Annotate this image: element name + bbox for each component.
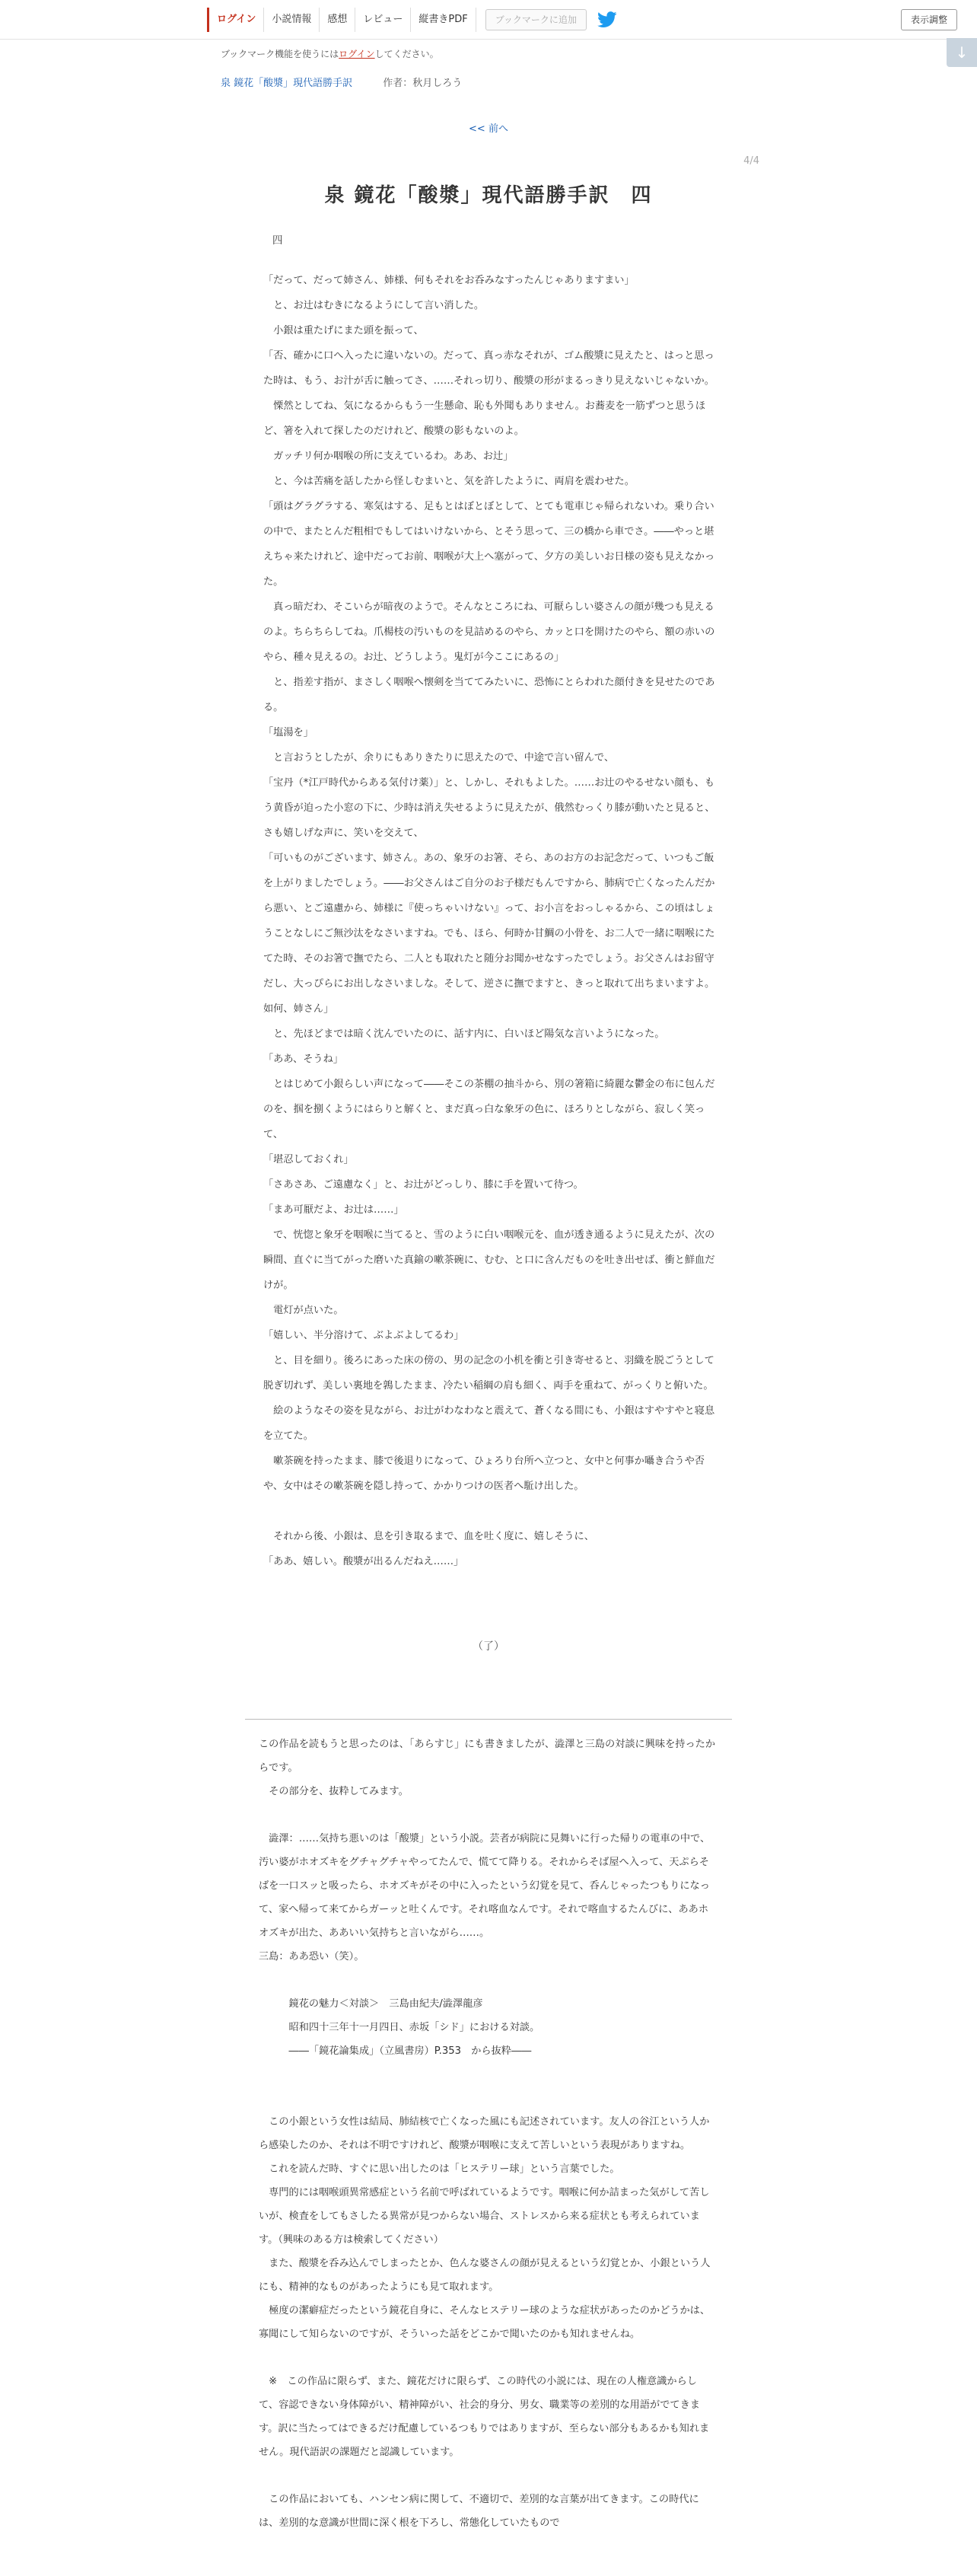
afterword-paragraph: 鏡花の魅力＜対談＞ 三島由紀夫/澁澤龍彦	[259, 1998, 483, 2010]
body-paragraph: と、先ほどまでは暗く沈んでいたのに、話す内に、白いほど陽気な言いようになった。	[263, 1028, 665, 1040]
body-paragraph: 嗽茶碗を持ったまま、膝で後退りになって、ひょろり台所へ立つと、女中と何事か囁き合うや否や、女中はその嗽茶碗を隠し持って、かかりつけの医者へ駈け出した。	[263, 1455, 705, 1492]
body-paragraph: 「否、確かに口へ入ったに違いないの。だって、真っ赤なそれが、ゴム酸漿に見えたと、はっと思った時は、もう、お汁が舌に触ってさ、……それっ切り、酸漿の形がまるっきり見えないじゃないか。	[263, 350, 714, 387]
nav-vertical-pdf[interactable]: 縦書きPDF	[411, 8, 476, 32]
nav-novel-info[interactable]: 小説情報	[264, 8, 320, 32]
body-paragraph: 小銀は重たげにまた頭を振って、	[263, 325, 424, 336]
body-paragraph: 「嬉しい、半分溶けて、ぶよぶよしてるわ」	[263, 1330, 464, 1341]
afterword-paragraph: この作品を読もうと思ったのは、「あらすじ」にも書きましたが、澁澤と三島の対談に興味を持ったからです。	[259, 1739, 716, 1774]
novel-title-link[interactable]: 泉 鏡花「酸漿」現代語勝手訳	[221, 78, 353, 89]
afterword-paragraph: 昭和四十三年十一月四日、赤坂「シド」における対談。	[259, 2022, 540, 2033]
body-paragraph: 「堪忍しておくれ」	[263, 1154, 354, 1165]
scroll-down-button[interactable]: ↓	[947, 38, 977, 67]
blank-line	[259, 1969, 717, 1992]
afterword-paragraph: これを読んだ時、すぐに思い出したのは「ヒステリー球」という言葉でした。	[259, 2163, 620, 2175]
body-paragraph: とはじめて小銀らしい声になって――そこの茶棚の抽斗から、別の箸箱に綺麗な鬱金の布に包んだのを、掴を捌くようにはらりと解くと、まだ真っ白な象牙の色に、ほろりとしながら、寂しく笑って、	[263, 1079, 715, 1140]
divider	[245, 1719, 732, 1720]
body-paragraph: と、目を細り。後ろにあった床の傍の、男の記念の小机を衝と引き寄せると、羽織を脱ごうとして脱ぎ切れず、美しい裏地を鶉したまま、冷たい稲綱の肩も細く、両手を重ねて、がっくりと俯いた。	[263, 1355, 714, 1392]
body-paragraph: と言おうとしたが、余りにもありきたりに思えたので、中途で言い留んで、	[263, 752, 615, 764]
body-paragraph: 電灯が点いた。	[263, 1305, 344, 1316]
body-paragraph: 「塩湯を」	[263, 727, 313, 738]
body-paragraph: それから後、小銀は、息を引き取るまで、血を吐く度に、嬉しそうに、	[263, 1531, 594, 1542]
notice-text-before: ブックマーク機能を使うには	[221, 49, 339, 59]
body-paragraph: 「だって、だって姉さん、姉様、何もそれをお呑みなすったんじゃありますまい」	[263, 275, 635, 286]
body-paragraph: と、今は苦痛を話したから怪しむまいと、気を許したように、両肩を震わせた。	[263, 476, 635, 487]
end-mark: （了）	[473, 1640, 504, 1653]
nav-impressions[interactable]: 感想	[320, 8, 355, 32]
body-paragraph: 「宝丹（*江戸時代からある気付け薬）」と、しかし、それもよした。……お辻のやるせない顔も、もう黄昏が迫った小窓の下に、少時は消え失せるように見えたが、俄然むっくり膝が動いたと見ると、さも嬉しげな声に、笑いを交えて、	[263, 777, 715, 839]
novel-body	[263, 268, 715, 1574]
blank-line	[259, 2346, 717, 2370]
novel-info	[221, 75, 462, 89]
page-number: 4/4	[743, 155, 759, 167]
blank-line	[259, 2063, 717, 2087]
body-paragraph: 「頭はグラグラする、寒気はする、足もとはぼとぼとして、とても電車じゃ帰られないわ。乗り合いの中で、またとんだ粗相でもしてはいけないから、とそう思って、三の橋から車でさ。――やっと堪えちゃ来たけれど、途中だってお前、咽喉が大上へ塞がって、夕方の美しいお日様の姿も見えなかった。	[263, 501, 715, 588]
notice-login-link[interactable]: ログイン	[339, 49, 375, 59]
afterword-paragraph: この作品においても、ハンセン病に関して、不適切で、差別的な言葉が出てきます。この時代には、差別的な意識が世間に深く根を下ろし、常態化していたもので	[259, 2494, 699, 2529]
afterword-paragraph: ――「鏡花論集成」（立風書房）P.353 から抜粋――	[259, 2045, 532, 2057]
body-paragraph: と、お辻はむきになるようにして言い消した。	[263, 300, 485, 311]
afterword	[259, 1733, 717, 2535]
body-paragraph: 「ああ、そうね」	[263, 1054, 343, 1065]
body-paragraph: 「ああ、嬉しい。酸漿が出るんだねえ……」	[263, 1556, 464, 1567]
afterword-paragraph: この小銀という女性は結局、肺結核で亡くなった風にも記述されています。友人の谷江という人から感染したのか、それは不明ですけれど、酸漿が咽喉に支えて苦しいという表現がありますね。	[259, 2116, 710, 2151]
bookmark-login-notice	[221, 47, 439, 60]
blank-line	[259, 1803, 717, 1827]
chapter-number: 四	[272, 234, 283, 247]
nav-links	[207, 8, 619, 32]
body-paragraph: ガッチリ何か咽喉の所に支えているわ。ああ、お辻」	[263, 451, 514, 462]
blank-line	[259, 2464, 717, 2488]
afterword-paragraph: 澁澤：……気持ち悪いのは「酸漿」という小説。芸者が病院に見舞いに行った帰りの電車の中で、汚い婆がホオズキをグチャグチャやってたんで、慌てて降りる。それからそば屋へ入って、天ぷらそばを一口スッと吸ったら、ホオズキがその中に入ったという幻覚を見て、呑んじゃったつもりになって、家へ帰って来てからガーッと吐くんです。それ喀血なんです。それで喀血するたんびに、ああホオズキが出た、ああいい気持ちと言いながら……。	[259, 1833, 711, 1939]
afterword-paragraph: 専門的には咽喉頭異常感症という名前で呼ばれているようです。咽喉に何か詰まった気がして苦しいが、検査をしてもさしたる異常が見つからない場合、ストレスから来る症状とも考えられています。（興味のある方は検索してください）	[259, 2187, 710, 2246]
afterword-paragraph: その部分を、抜粋してみます。	[259, 1786, 409, 1797]
body-paragraph: 「まあ可厭だよ、お辻は……」	[263, 1204, 404, 1216]
afterword-paragraph: 三島：ああ恐い（笑）。	[259, 1951, 364, 1962]
body-paragraph: 絵のようなその姿を見ながら、お辻がわなわなと震えて、蒼くなる間にも、小銀はすやすやと寝息を立てた。	[263, 1405, 715, 1442]
body-paragraph: 「さあさあ、ご遠慮なく」と、お辻がどっしり、膝に手を置いて待つ。	[263, 1179, 584, 1191]
blank-line	[263, 1499, 715, 1524]
body-paragraph: 「可いものがございます、姉さん。あの、象牙のお箸、そら、あのお方のお記念だって、いつもご飯を上がりましたでしょう。――お父さんはご自分のお子様だもんですから、肺病で亡くなったんだから悪い、とご遠慮から、姉様に『使っちゃいけない』って、お小言をおっしゃるから、この頃はしょうことなしにご無沙汰をなさいますね。でも、ほら、何時か甘鯛の小骨を、お二人で一緒に咽喉にたてた時、そのお箸で撫でたら、二人とも取れたと随分お聞かせなすったでしょう。お父さんはお留守だし、大っぴらにお出しなさいましな。そして、逆さに撫でますと、きっと取れて出ちまいますよ。如何、姉さん」	[263, 853, 715, 1015]
body-paragraph: 真っ暗だわ、そこいらが暗夜のようで。そんなところにね、可厭らしい婆さんの顔が幾つも見えるのよ。ちらちらしてね。爪楊枝の汚いものを見詰めるのやら、カッと口を開けたのやら、額の赤いのやら、種々見えるの。お辻、どうしよう。鬼灯が今ここにあるの」	[263, 601, 715, 663]
nav-review[interactable]: レビュー	[355, 8, 411, 32]
afterword-paragraph: ※ この作品に限らず、また、鏡花だけに限らず、この時代の小説には、現在の人権意識からして、容認できない身体障がい、精神障がい、社会的身分、男女、職業等の差別的な用語がでてきます。訳に当たってはできるだけ配慮しているつもりではありますが、至らない部分もあるかも知れません。現代語訳の課題だと認識しています。	[259, 2376, 710, 2458]
top-nav	[0, 0, 977, 40]
notice-text-after: してください。	[374, 49, 439, 59]
afterword-paragraph: また、酸漿を呑み込んでしまったとか、色んな婆さんの顔が見えるという幻覚とか、小銀という人にも、精神的なものがあったようにも見て取れます。	[259, 2258, 711, 2293]
prev-page-link[interactable]: << 前へ	[469, 123, 508, 135]
display-settings-button[interactable]: 表示調整	[901, 9, 957, 30]
chapter-title: 泉 鏡花「酸漿」現代語勝手訳 四	[324, 184, 653, 207]
afterword-paragraph: 極度の潔癖症だったという鏡花自身に、そんなヒステリー球のような症状があったのかどうかは、寡聞にして知らないのですが、そういった話をどこかで聞いたのかも知れませんね。	[259, 2305, 711, 2340]
nav-login[interactable]: ログイン	[207, 8, 264, 32]
body-paragraph: で、恍惚と象牙を咽喉に当てると、雪のように白い咽喉元を、血が透き通るように見えたが、次の瞬間、直ぐに当てがった磨いた真鍮の嗽茶碗に、むむ、と口に含んだものを吐き出せば、衝と鮮血だけが。	[263, 1229, 715, 1291]
twitter-icon[interactable]	[596, 10, 619, 30]
add-bookmark-button[interactable]: ブックマークに追加	[485, 9, 587, 30]
author-name: 作者：秋月しろう	[383, 78, 463, 89]
blank-line	[259, 2087, 717, 2110]
body-paragraph: と、指差す指が、まさしく咽喉へ懐剣を当ててみたいに、恐怖にとらわれた顔付きを見せたのである。	[263, 677, 715, 713]
body-paragraph: 慄然としてね、気になるからもう一生懸命、恥も外聞もありません。お蕎麦を一筋ずつと思うほど、箸を入れて探したのだけれど、酸漿の影もないのよ。	[263, 400, 706, 437]
